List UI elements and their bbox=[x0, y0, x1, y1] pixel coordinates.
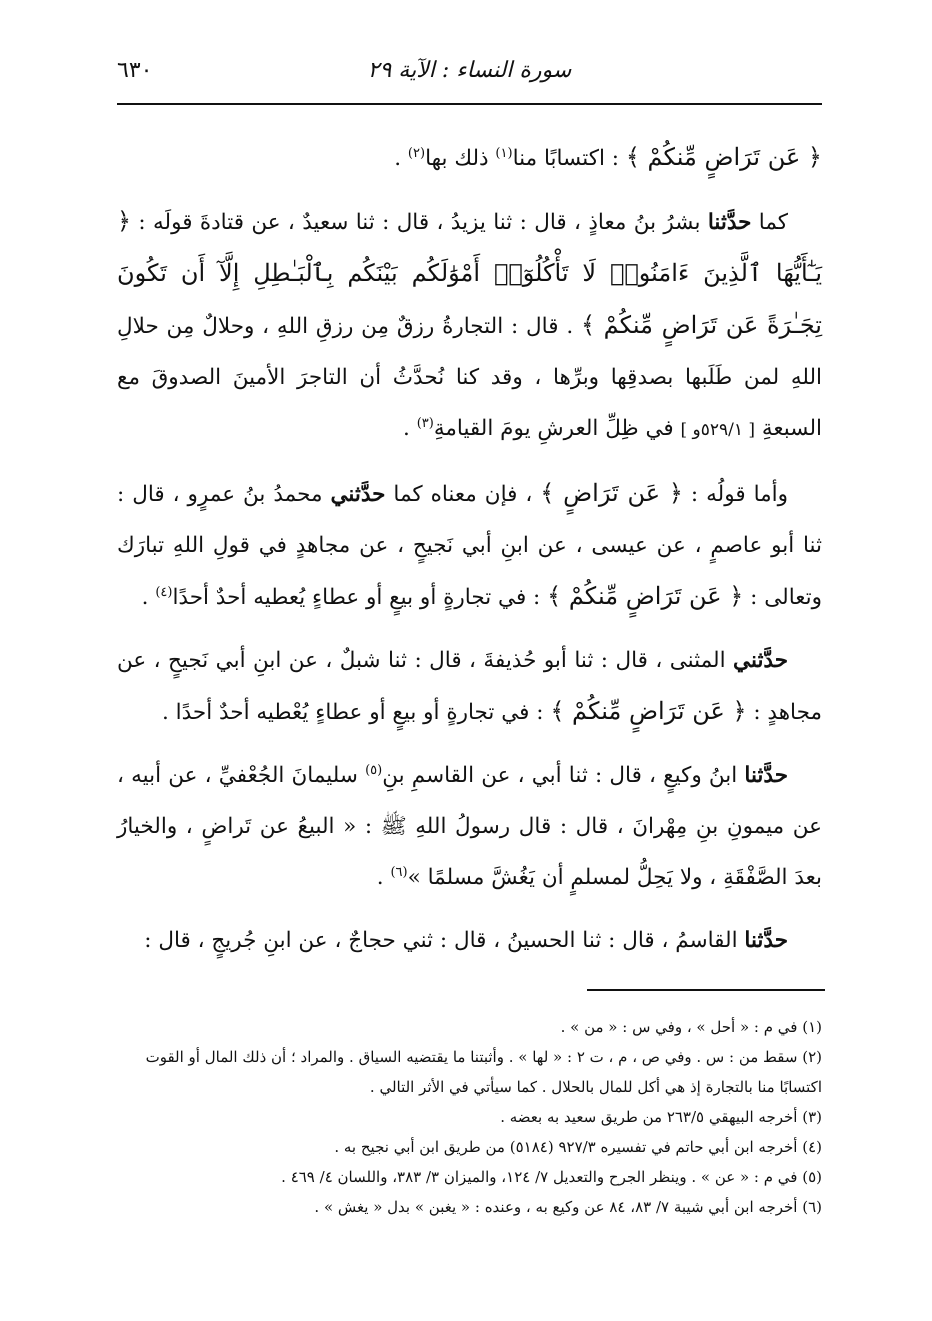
footnote-6: (٦) أخرجه ابن أبي شيبة ٧/ ٨٣، ٨٤ عن وكيع به ، وعنده : « يغبن » بدل « يغش » . bbox=[314, 1198, 822, 1216]
footnote-ref-5: (٥) bbox=[365, 762, 383, 778]
main-text bbox=[117, 132, 822, 978]
text: القاسمُ ، قال : ثنا الحسينُ ، قال : ثني حجاجٌ ، عن ابنِ جُريجٍ ، قال : bbox=[144, 928, 745, 953]
narration-keyword: حدَّثني bbox=[330, 482, 386, 507]
text: . bbox=[141, 585, 156, 610]
footnote-ref-1: (١) bbox=[495, 145, 513, 161]
text: : في تجارةٍ أو بيعٍ أو عطاءٍ يُعْطيه أحدٌ أحدًا . bbox=[162, 700, 551, 725]
text: في ظِلِّ العرشِ يومَ القيامةِ bbox=[433, 416, 681, 441]
paragraph-6 bbox=[117, 915, 822, 966]
footnote-4: (٤) أخرجه ابن أبي حاتم في تفسيره ٩٢٧/٣ (٥١٨٤) من طريق ابن أبي نجيح به . bbox=[334, 1138, 822, 1156]
footnote-3: (٣) أخرجه البيهقي ٢٦٣/٥ من طريق سعيد به بعضه . bbox=[500, 1108, 822, 1126]
text: بشرُ بنُ معاذٍ ، قال : ثنا يزيدُ ، قال : ثنا سعيدٌ ، عن قتادةَ قولَه : bbox=[131, 210, 708, 235]
paragraph-2 bbox=[117, 196, 822, 456]
paragraph-4 bbox=[117, 635, 822, 738]
text: : اكتسابًا منا bbox=[512, 146, 626, 171]
narration-keyword: حدَّثني bbox=[733, 648, 788, 673]
page-number: ٦٣٠ bbox=[117, 58, 153, 83]
header-rule bbox=[117, 103, 822, 105]
paragraph-3 bbox=[117, 468, 822, 623]
running-title: سورة النساء : الآية ٢٩ bbox=[367, 58, 572, 83]
footnote-ref-6: (٦) bbox=[390, 864, 408, 880]
quran-quote: ﴿ عَن تَرَاضٍ مِّنكُمْ ﴾ bbox=[625, 143, 822, 171]
footnote-5: (٥) في م : « عن » . وينظر الجرح والتعديل ٧/ ١٢٤، والميزان ٣/ ٣٨٣، واللسان ٤/ ٤٦٩ . bbox=[281, 1168, 822, 1186]
quran-quote: ﴿ عَن تَرَاضٍ ﴾ bbox=[540, 479, 683, 507]
paragraph-1 bbox=[117, 132, 822, 184]
footnote-ref-4: (٤) bbox=[155, 584, 173, 600]
quran-quote: ﴿ يَـٰٓأَيُّهَا ٱلَّذِينَ ءَامَنُوا۟ لَا تَأْكُلُوٓا۟ أَمْوَٰلَكُم بَيْنَكُم بِٱلْبَـٰطِلِ إِلَّآ أَن تَكُونَ تِجَـٰرَةً عَن تَرَاضٍ مِّنكُمْ ﴾ bbox=[117, 207, 822, 339]
text: ذلك بها bbox=[425, 146, 496, 171]
text: محمدُ بنُ عمرٍو ، قال : ثنا أبو عاصمٍ ، عن عيسى ، عن ابنِ أبي نَجيحٍ ، عن مجاهدٍ في قولِ اللهِ تبارَك وتعالى : bbox=[117, 482, 822, 610]
text: سليمانَ الجُعْفيِّ ، عن أبيه ، عن ميمونِ بنِ مِهْرانَ ، قال : قال رسولُ اللهِ ﷺ : « البيعُ عن تَراضٍ ، والخيارُ بعدَ الصَّفْقَةِ ، ولا يَحِلُّ لمسلمٍ أن يَغُشَّ مسلمًا » bbox=[117, 763, 822, 890]
footnote-1: (١) في م : « أحل » ، وفي س : « من » . bbox=[560, 1018, 822, 1036]
narration-keyword: حدَّثنا bbox=[707, 210, 752, 235]
footnote-ref-3: (٣) bbox=[416, 415, 434, 431]
text: . قال : التجارةُ رزقٌ مِن رزقِ اللهِ ، وحلالٌ مِن حلالِ اللهِ لمن طَلَبها بصدقِها وبرِّها ، وقد كنا نُحدَّثُ أن التاجرَ الأمينَ الصدوقَ مع السبعةِ bbox=[117, 314, 822, 441]
text: . bbox=[394, 146, 408, 171]
narration-keyword: حدَّثنا bbox=[744, 763, 788, 788]
text: : في تجارةٍ أو بيعٍ أو عطاءٍ يُعطيه أحدٌ أحدًا bbox=[172, 585, 548, 610]
footnote-rule bbox=[587, 989, 825, 991]
page-header bbox=[117, 50, 822, 100]
paragraph-5 bbox=[117, 750, 822, 903]
text: ، فإن معناه كما bbox=[385, 482, 541, 507]
manuscript-reference: [ ٥٢٩/١و ] bbox=[680, 420, 756, 440]
footnote-2: (٢) سقط من : س . وفي ص ، م ، ت ٢ : « لها » . وأثبتنا ما يقتضيه السياق . والمراد ؛ أن ذلك المال أو القوت اكتسابًا منا بالتجارة إذ هي أكل للمال بالحلال . كما سيأتي في الأثر التالي . bbox=[145, 1048, 822, 1096]
text: كما bbox=[751, 210, 788, 235]
text: . bbox=[376, 865, 391, 890]
text: وأما قولُه : bbox=[682, 482, 788, 507]
footnotes bbox=[117, 1012, 822, 1222]
quran-quote: ﴿ عَن تَرَاضٍ مِّنكُمْ ﴾ bbox=[547, 582, 744, 610]
text: ابنُ وكيعٍ ، قال : ثنا أبي ، عن القاسمِ بنِ bbox=[382, 763, 745, 788]
quran-quote: ﴿ عَن تَرَاضٍ مِّنكُمْ ﴾ bbox=[550, 697, 747, 725]
text: . bbox=[403, 416, 417, 441]
narration-keyword: حدَّثنا bbox=[744, 928, 788, 953]
footnote-ref-2: (٢) bbox=[407, 145, 426, 161]
text: المثنى ، قال : ثنا أبو حُذيفةَ ، قال : ثنا شبلٌ ، عن ابنِ أبي نَجيحٍ ، عن مجاهدٍ : bbox=[117, 648, 822, 725]
